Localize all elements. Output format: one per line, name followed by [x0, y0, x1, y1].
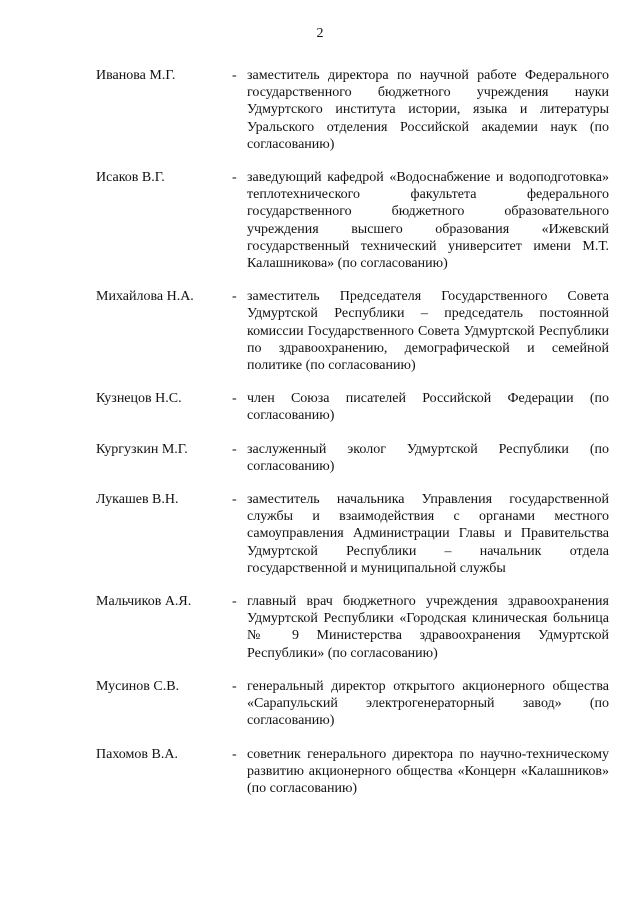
entry-dash: -: [232, 746, 237, 762]
entry-dash: -: [232, 289, 237, 305]
entry-dash: -: [232, 170, 237, 186]
member-entry: [0, 288, 640, 374]
member-entry: [0, 390, 640, 424]
members-list: [0, 67, 640, 797]
member-role: главный врач бюджетного учреждения здравоохранения Удмуртской Республики «Городская клиническая больница № 9 Министерства здравоохранения Удмуртской Республики» (по согласованию): [247, 594, 609, 661]
member-role: заместитель начальника Управления государственной службы и взаимодействия с органами местного самоуправления Администрации Главы и Правительства Удмуртской Республики – начальник отдела государственной и муниципальной службы: [247, 492, 609, 576]
member-role: советник генерального директора по научно-техническому развитию акционерного общества «Концерн «Калашников» (по согласованию): [247, 746, 609, 796]
entry-dash: -: [232, 441, 237, 457]
member-name: Кургузкин М.Г.: [96, 441, 188, 457]
entry-dash: -: [232, 68, 237, 83]
member-name: Пахомов В.А.: [96, 746, 178, 762]
member-name: Иванова М.Г.: [96, 68, 176, 83]
member-role: заведующий кафедрой «Водоснабжение и водоподготовка» теплотехнического факультета федерального государственного бюджетного образовательного учреждения высшего образования «Ижевский государственный технический университет имени М.Т. Калашникова» (по согласованию): [247, 170, 609, 272]
member-entry: [0, 67, 640, 153]
member-entry: [0, 746, 640, 798]
member-role: заслуженный эколог Удмуртской Республики (по согласованию): [247, 441, 609, 474]
member-role: член Союза писателей Российской Федерации (по согласованию): [247, 391, 609, 424]
member-role: генеральный директор открытого акционерного общества «Сарапульский электрогенераторный завод» (по согласованию): [247, 678, 609, 729]
member-entry: [0, 169, 640, 272]
entry-dash: -: [232, 678, 237, 694]
page-number: 2: [316, 26, 324, 41]
member-name: Михайлова Н.А.: [96, 289, 194, 305]
member-entry: [0, 441, 640, 475]
member-name: Мусинов С.В.: [96, 678, 180, 694]
entry-dash: -: [232, 594, 237, 610]
member-entry: [0, 678, 640, 730]
member-entry: [0, 593, 640, 662]
member-name: Кузнецов Н.С.: [96, 391, 182, 407]
member-name: Мальчиков А.Я.: [96, 594, 192, 610]
member-role: заместитель директора по научной работе Федерального государственного бюджетного учреждения науки Удмуртского института истории, языка и литературы Уральского отделения Российской академии наук (по согласованию): [247, 68, 609, 152]
member-name: Исаков В.Г.: [96, 170, 165, 186]
entry-dash: -: [232, 492, 237, 508]
member-entry: [0, 491, 640, 577]
entry-dash: -: [232, 391, 237, 407]
member-role: заместитель Председателя Государственного Совета Удмуртской Республики – председатель постоянной комиссии Государственного Совета Удмуртской Республики по здравоохранению, демографической и семейной политике (по согласованию): [247, 289, 609, 374]
member-name: Лукашев В.Н.: [96, 492, 179, 508]
